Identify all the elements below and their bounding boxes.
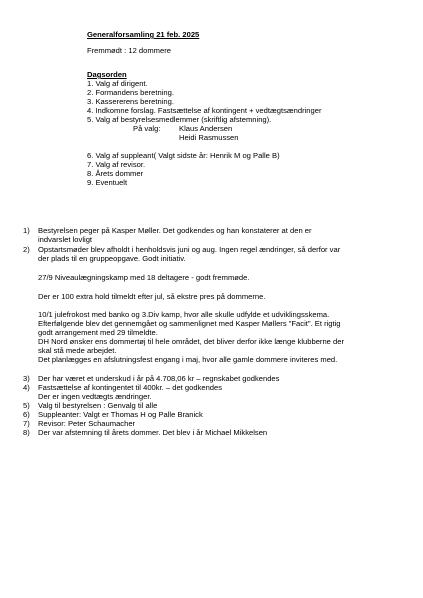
minutes-line: 27/9 Niveaulægningskamp med 18 deltagere - godt fremmøde. <box>38 273 250 282</box>
minutes-line: Efterfølgende blev det gennemgået og sammenlignet med Kasper Møllers "Facit". Et rigtig <box>38 319 341 328</box>
minutes-line: Suppleanter: Valgt er Thomas H og Palle Branick <box>38 410 203 419</box>
agenda-item: 8. Årets dommer <box>87 169 144 178</box>
agenda-heading: Dagsorden <box>87 70 127 79</box>
attendance-line: Fremmødt : 12 dommere <box>87 46 171 55</box>
minutes-line: 10/1 julefrokost med banko og 3.Div kamp, hvor alle skulle udfylde et udviklingsskema. <box>38 310 330 319</box>
candidates-label: På valg: <box>133 124 161 133</box>
list-number: 8) <box>23 428 30 437</box>
list-number: 7) <box>23 419 30 428</box>
list-number: 6) <box>23 410 30 419</box>
list-number: 1) <box>23 226 30 235</box>
agenda-item: 5. Valg af bestyrelsesmedlemmer (skriftlig afstemning). <box>87 115 272 124</box>
minutes-line: Revisor: Peter Schaumacher <box>38 419 136 428</box>
candidate-name: Heidi Rasmussen <box>179 133 239 142</box>
minutes-line: Der har været et underskud i år på 4.708,06 kr – regnskabet godkendes <box>38 374 280 383</box>
minutes-line: skal stå mede arbejdet. <box>38 346 117 355</box>
minutes-line: Bestyrelsen peger på Kasper Møller. Det godkendes og han konstaterer at den er <box>38 226 312 235</box>
document-title: Generalforsamling 21 feb. 2025 <box>87 30 200 39</box>
minutes-line: indvarslet lovligt <box>38 235 93 244</box>
minutes-line: DH Nord ønsker ens dommertøj til hele området, det bliver derfor ikke længe klubberne der <box>38 337 344 346</box>
agenda-item: 7. Valg af revisor. <box>87 160 146 169</box>
list-number: 2) <box>23 245 30 254</box>
minutes-line: Opstartsmøder blev afholdt i henholdsvis juni og aug. Ingen regel ændringer, så derfor var <box>38 245 341 254</box>
minutes-line: Der er 100 extra hold tilmeldt efter jul, så ekstre pres på dommerne. <box>38 292 266 301</box>
agenda-item: 4. Indkomne forslag. Fastsættelse af kontingent + vedtægtsændringer <box>87 106 322 115</box>
minutes-line: Valg til bestyrelsen : Genvalg til alle <box>38 401 158 410</box>
list-number: 4) <box>23 383 30 392</box>
candidate-name: Klaus Andersen <box>179 124 233 133</box>
minutes-line: der plads til en gruppeopgave. Godt initiativ. <box>38 254 186 263</box>
agenda-item: 3. Kassererens beretning. <box>87 97 174 106</box>
minutes-line: Der var afstemning til årets dommer. Det blev i år Michael Mikkelsen <box>38 428 268 437</box>
agenda-item: 6. Valg af suppleant( Valgt sidste år: Henrik M og Palle B) <box>87 151 280 160</box>
minutes-line: godt arrangement med 29 tilmeldte. <box>38 328 158 337</box>
minutes-line: Der er ingen vedtægts ændringer. <box>38 392 152 401</box>
minutes-line: Fastsættelse af kontingentet til 400kr. – det godkendes <box>38 383 223 392</box>
agenda-item: 9. Eventuelt <box>87 178 128 187</box>
list-number: 5) <box>23 401 30 410</box>
minutes-line: Det planlægges en afslutningsfest engang i maj, hvor alle gamle dommere inviteres med. <box>38 355 338 364</box>
agenda-item: 2. Formandens beretning. <box>87 88 174 97</box>
agenda-item: 1. Valg af dirigent. <box>87 79 148 88</box>
list-number: 3) <box>23 374 30 383</box>
